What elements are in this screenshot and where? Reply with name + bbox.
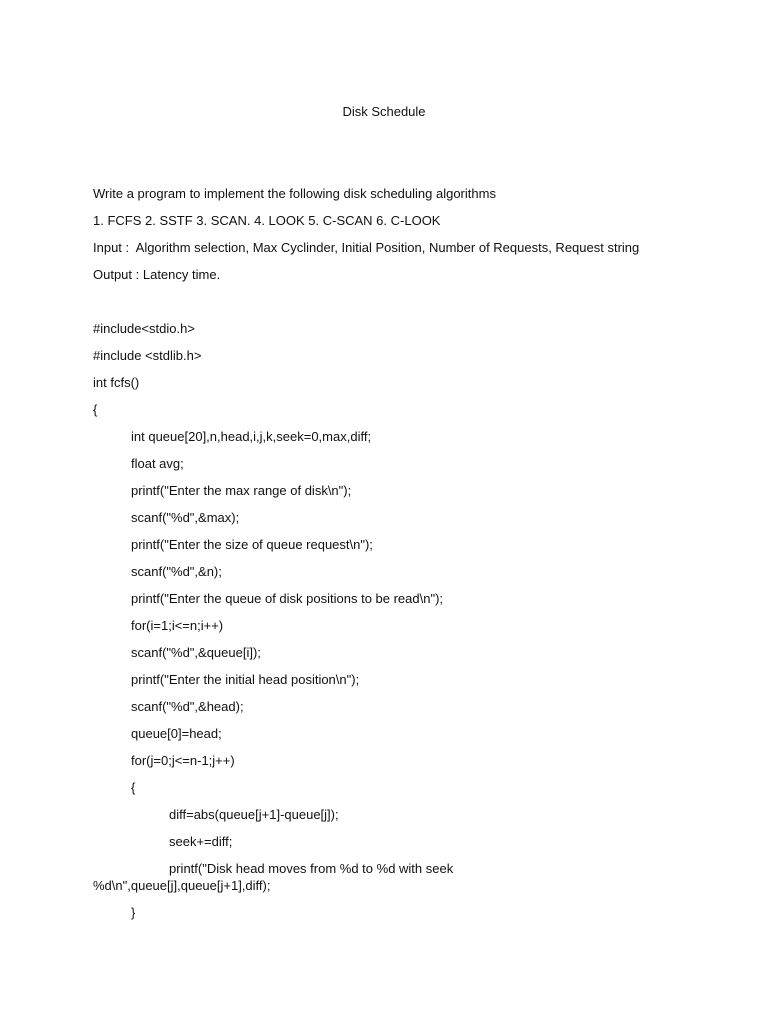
code-line: scanf("%d",&n); <box>131 564 222 579</box>
code-line: float avg; <box>131 456 184 471</box>
algorithm-list: 1. FCFS 2. SSTF 3. SCAN. 4. LOOK 5. C-SCAN 6. C-LOOK <box>93 213 441 228</box>
code-line: int fcfs() <box>93 375 140 390</box>
code-line: { <box>131 780 136 795</box>
code-line: printf("Disk head moves from %d to %d with seek <box>169 861 454 876</box>
document-title: Disk Schedule <box>342 104 426 119</box>
code-line: #include <stdlib.h> <box>93 348 202 363</box>
input-description: Input : Algorithm selection, Max Cyclinder, Initial Position, Number of Requests, Request string <box>93 240 640 255</box>
code-line: scanf("%d",&max); <box>131 510 240 525</box>
code-line: printf("Enter the max range of disk\n"); <box>131 483 352 498</box>
code-line: for(j=0;j<=n-1;j++) <box>131 753 235 768</box>
code-line: printf("Enter the queue of disk positions to be read\n"); <box>131 591 444 606</box>
task-description: Write a program to implement the following disk scheduling algorithms <box>93 186 496 201</box>
code-line: queue[0]=head; <box>131 726 222 741</box>
code-line: %d\n",queue[j],queue[j+1],diff); <box>93 878 271 893</box>
code-line: int queue[20],n,head,i,j,k,seek=0,max,diff; <box>131 429 372 444</box>
code-line: seek+=diff; <box>169 834 233 849</box>
code-line: diff=abs(queue[j+1]-queue[j]); <box>169 807 339 822</box>
code-line: } <box>131 905 136 920</box>
code-line: scanf("%d",&queue[i]); <box>131 645 261 660</box>
code-line: printf("Enter the size of queue request\n"); <box>131 537 373 552</box>
code-line: { <box>93 402 98 417</box>
code-line: printf("Enter the initial head position\n"); <box>131 672 360 687</box>
code-line: scanf("%d",&head); <box>131 699 244 714</box>
output-description: Output : Latency time. <box>93 267 221 282</box>
code-line: for(i=1;i<=n;i++) <box>131 618 224 633</box>
code-line: #include<stdio.h> <box>93 321 195 336</box>
